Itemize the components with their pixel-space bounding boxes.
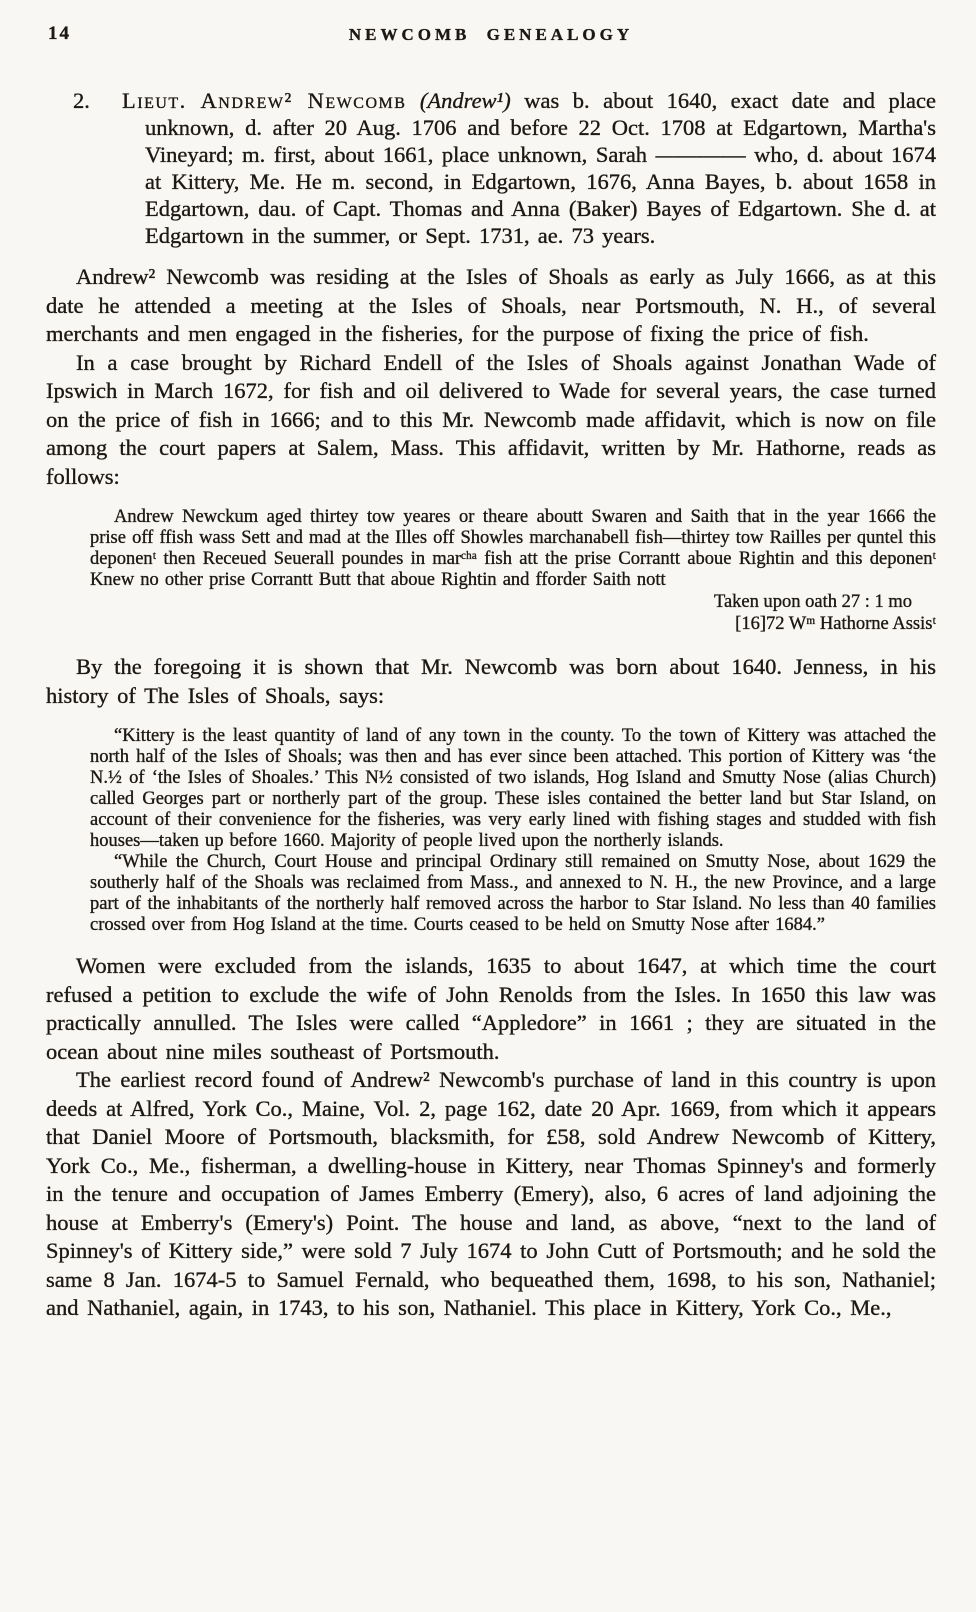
paragraph-earliest-record: The earliest record found of Andrew² Newcomb's purchase of land in this country is upon deeds at Alfred, York Co., Maine, Vol. 2, page 162, date 20 Apr. 1669, from which it appears that Daniel Moore of Portsmouth, blacksmith, for £58, sold Andrew Newcomb of Kittery, York Co., Me., fisherman, a dwelling-house in Kittery, near Thomas Spinney's and formerly in the tenure and occupation of James Emberry (Emery), also, 6 acres of land adjoining the house at Emberry's (Emery's) Point. The house and land, as above, “next to the land of Spinney's of Kittery side,” were sold 7 July 1674 to John Cutt of Portsmouth; and he sold the same 8 Jan. 1674-5 to Samuel Fernald, who bequeathed them, 1698, to his son, Nathaniel; and Nathaniel, again, in 1743, to his son, Nathaniel. This place in Kittery, York Co., Me., [46,1067,936,1320]
jenness-quote-paragraph-1: “Kittery is the least quantity of land of any town in the county. To the town of Kittery was attached the north half of the Isles of Shoals; was then and has ever since been attached. This portion of Kittery was ‘the N.½ of ‘the Isles of Shoales.’ This N½ consisted of two islands, Hog Island and Smutty Nose (alias Church) called Georges part or northerly part of the group. These isles contained the better land but Star Island, on account of their convenience for the fisheries, was very early lined with fishing stages and studded with fish houses—taken up before 1660. Majority of people lived upon the northerly islands. [90,726,936,851]
page-header [46,20,936,47]
paragraph-foregoing: By the foregoing it is shown that Mr. Newcomb was born about 1640. Jenness, in his history of The Isles of Shoals, says: [46,654,936,708]
affidavit-oath-line: Taken upon oath 27 : 1 mo [713,592,912,612]
page-number: 14 [48,23,71,44]
paragraph-residing-isles: Andrew² Newcomb was residing at the Isles of Shoals as early as July 1666, as at this date he attended a meeting at the Isles of Shoals, near Portsmouth, N. H., of several merchants and men engaged in the fisheries, for the purpose of fixing the price of fish. [46,264,936,346]
paragraph-women-excluded: Women were excluded from the islands, 1635 to about 1647, at which time the court refused a petition to exclude the wife of John Renolds from the Isles. In 1650 this law was practically annulled. The Isles were called “Appledore” in 1661 ; they are situated in the ocean about nine miles southeast of Portsmouth. [46,953,936,1064]
genealogy-entry [46,87,936,249]
running-title: NEWCOMB GENEALOGY [348,25,634,44]
paragraph-court-case: In a case brought by Richard Endell of the Isles of Shoals against Jonathan Wade of Ipswich in March 1672, for fish and oil delivered to Wade for several years, the case turned on the price of fish in 1666; and to this Mr. Newcomb made affidavit, which is now on file among the court papers at Salem, Mass. This affidavit, written by Mr. Hathorne, reads as follows: [46,349,936,489]
entry-name: Lieut. Andrew² Newcomb [122,88,407,113]
entry-body: was b. about 1640, exact date and place unknown, d. after 20 Aug. 1706 and before 22 Oct. 1708 at Edgartown, Martha's Vineyard; m. first, about 1661, place unknown, Sarah ———— who, d. about 1674 at Kittery, Me. He m. second, in Edgartown, 1676, Anna Bayes, b. about 1658 in Edgartown, dau. of Capt. Thomas and Anna (Baker) Bayes of Edgartown. She d. at Edgartown in the summer, or Sept. 1731, ae. 73 years. [145,88,936,248]
entry-lineage: (Andrew¹) [419,88,511,113]
affidavit-attestation [90,591,936,635]
jenness-quote-paragraph-2: “While the Church, Court House and principal Ordinary still remained on Smutty Nose, about 1629 the southerly half of the Shoals was reclaimed from Mass., and annexed to N. H., the new Province, and a large part of the inhabitants of the northerly half removed across the harbor to Star Island. No less than 40 families crossed over from Hog Island at the time. Courts ceased to be held on Smutty Nose after 1684.” [90,852,936,935]
affidavit-signature-line: [16]72 Wᵐ Hathorne Assisᵗ [735,614,936,634]
affidavit-quote: Andrew Newckum aged thirtey tow yeares or theare aboutt Swaren and Saith that in the year 1666 the prise off ffish wass Sett and mad at the Illes off Showles marchanabell fish—thirtey tow Railles per quntel this deponenᵗ then Receued Seuerall poundes in marᶜʰᵃ fish att the prise Corrantt aboue Rightin and this deponenᵗ Knew no other prise Corrantt Butt that aboue Rightin and fforder Saith nott [90,507,936,590]
entry-number: 2. [73,88,90,113]
